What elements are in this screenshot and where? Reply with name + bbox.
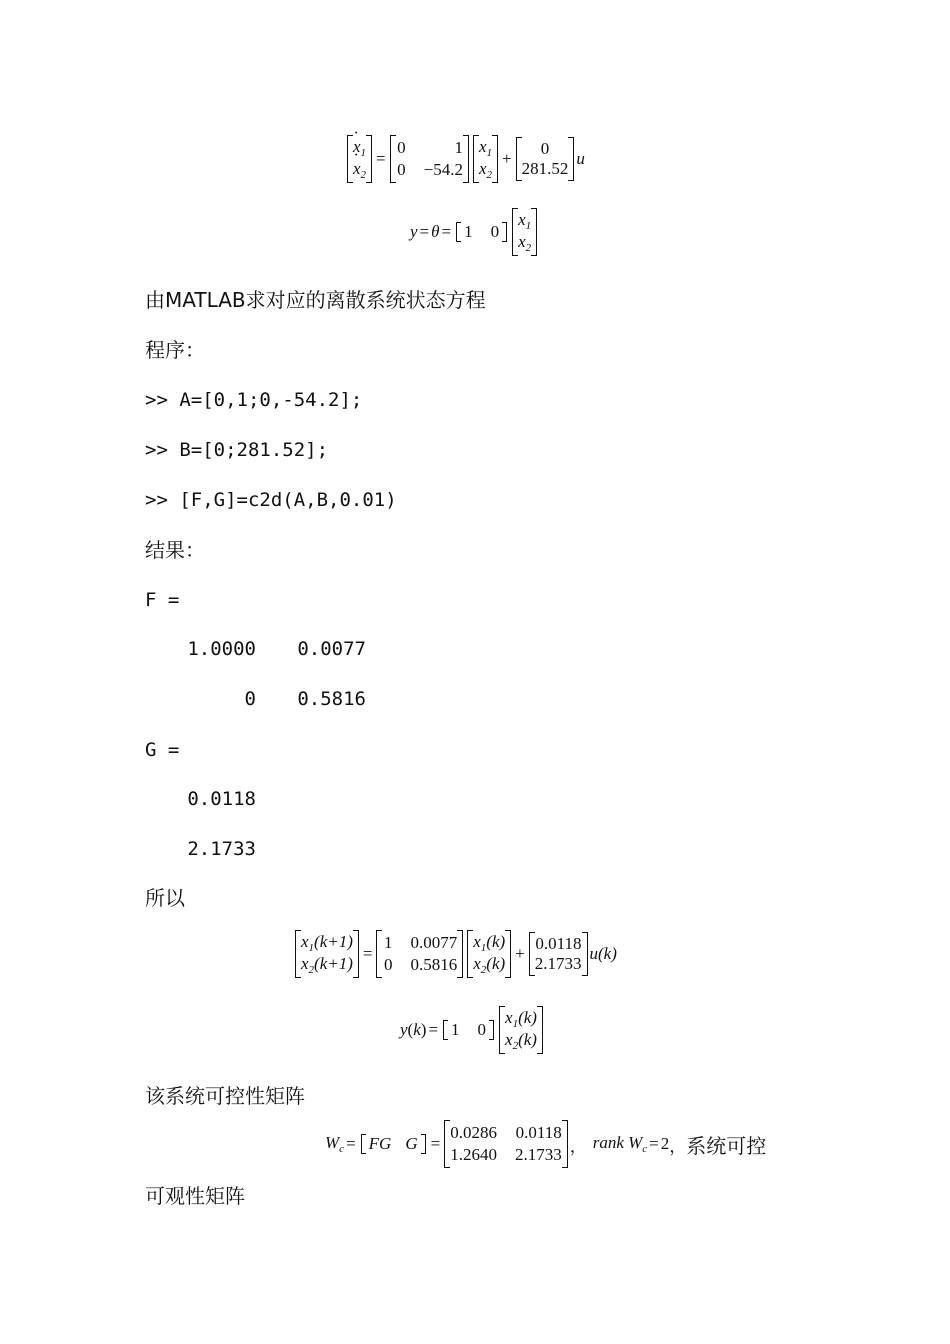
matlab-command-1: >> A=[0,1;0,-54.2]; bbox=[145, 389, 363, 411]
discrete-matrix-F: 1 0.0077 0 0.5816 bbox=[376, 930, 463, 978]
G-2: 2.1733 bbox=[187, 838, 256, 860]
discrete-output-equation: y ( k ) = 1 0 $x_1(k)$ $x_2(k)$ bbox=[400, 1006, 545, 1054]
so-label: 所以 bbox=[145, 886, 185, 910]
next-state-vector: $x_1(k+1)$ $x_2(k+1)$ bbox=[295, 930, 359, 978]
input-matrix-B: 0 281.52 bbox=[516, 137, 575, 181]
G-1: 0.0118 bbox=[187, 788, 256, 810]
output-state-vector: $x_1$ $x_2$ bbox=[512, 208, 537, 256]
observability-label: 可观性矩阵 bbox=[145, 1184, 245, 1208]
controllability-matrix: 0.0286 0.0118 1.2640 2.1733 bbox=[444, 1120, 568, 1168]
F-11: 1.0000 bbox=[187, 638, 256, 660]
F-12: 0.0077 bbox=[297, 638, 366, 660]
discrete-matrix-G: 0.0118 2.1733 bbox=[529, 932, 588, 976]
continuous-output-equation: y = θ = 1 0 $x_1$ $x_2$ bbox=[410, 208, 539, 256]
result-label: 结果： bbox=[145, 538, 205, 562]
system-matrix-A: 0 1 0 −54.2 bbox=[390, 135, 469, 183]
G-label: G = bbox=[145, 739, 180, 761]
state-vector: $x_1$ $x_2$ bbox=[473, 135, 498, 183]
controllability-matrix-equation: $W_c$ = FG G = 0.0286 0.0118 1.2640 2.1733 ， rank $W_c$ = 2 ， 系统可控 bbox=[325, 1120, 766, 1168]
discrete-output-state-vector: $x_1(k)$ $x_2(k)$ bbox=[499, 1006, 543, 1054]
state-derivative-vector: · $x_1$ · $x_2$ bbox=[347, 135, 372, 183]
F-22: 0.5816 bbox=[297, 688, 366, 710]
F-label: F = bbox=[145, 589, 180, 611]
matlab-command-2: >> B=[0;281.52]; bbox=[145, 439, 329, 461]
matlab-command-3: >> [F,G]=c2d(A,B,0.01) bbox=[145, 489, 397, 511]
discrete-state-equation: $x_1(k+1)$ $x_2(k+1)$ = 1 0.0077 0 0.5816 $x_1(k)$ $x_2(k)$ + 0.0118 2.1733 u(k) bbox=[293, 930, 617, 978]
intro-text: 由MATLAB求对应的离散系统状态方程 bbox=[145, 288, 486, 312]
controllable-conclusion: 系统可控 bbox=[686, 1133, 767, 1158]
program-label: 程序： bbox=[145, 338, 205, 362]
discrete-state-vector: $x_1(k)$ $x_2(k)$ bbox=[467, 930, 511, 978]
F-21: 0 bbox=[244, 688, 256, 710]
continuous-state-equation: · $x_1$ · $x_2$ = 0 1 0 −54.2 $x_1$ $x_2$ + 0 281.52 u bbox=[345, 135, 585, 183]
controllability-label: 该系统可控性矩阵 bbox=[145, 1084, 305, 1108]
